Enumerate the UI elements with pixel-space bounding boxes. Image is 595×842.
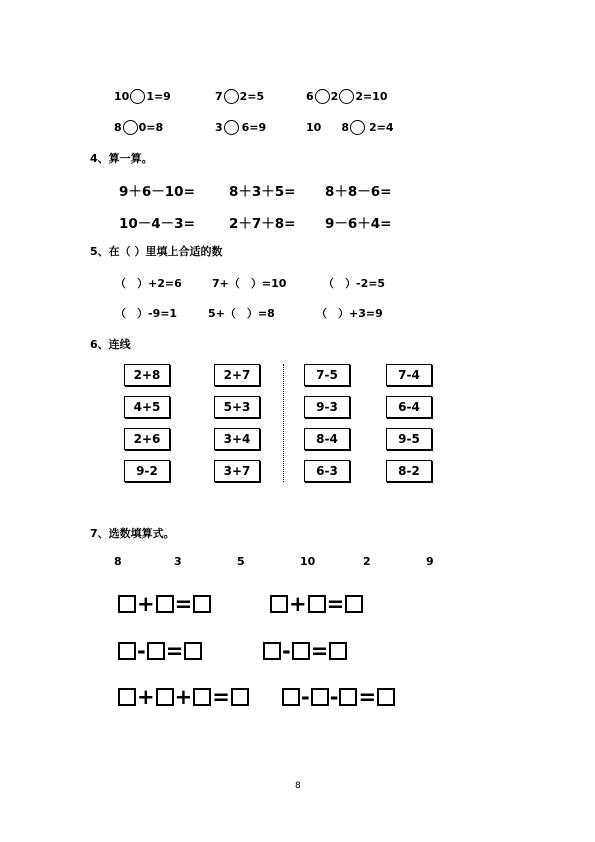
fill-blank-problem: 7+（ ）=10 xyxy=(212,277,287,290)
answer-box[interactable] xyxy=(118,642,136,660)
answer-box[interactable] xyxy=(118,688,136,706)
circle-equation: 7 2=5 xyxy=(215,90,265,103)
circle-equation: 10 1=9 xyxy=(114,90,171,103)
match-box[interactable]: 4+5 xyxy=(124,396,170,418)
match-box[interactable]: 2+7 xyxy=(214,364,260,386)
equation-template: - - = xyxy=(282,687,395,707)
calc-problem: 9＋6－10= xyxy=(119,184,195,200)
fill-blank-problem: （ ）+2=6 xyxy=(115,277,182,290)
answer-box[interactable] xyxy=(282,688,300,706)
calc-problem: 2＋7＋8= xyxy=(229,216,296,232)
answer-box[interactable] xyxy=(193,688,211,706)
answer-box[interactable] xyxy=(270,595,288,613)
calc-problem: 8＋3＋5= xyxy=(229,184,296,200)
answer-box[interactable] xyxy=(377,688,395,706)
answer-box[interactable] xyxy=(156,595,174,613)
answer-box[interactable] xyxy=(339,688,357,706)
answer-circle[interactable] xyxy=(315,89,330,104)
section-title: 6、连线 xyxy=(90,338,131,351)
equation-template: + = xyxy=(118,594,211,614)
answer-box[interactable] xyxy=(147,642,165,660)
answer-box[interactable] xyxy=(118,595,136,613)
answer-circle[interactable] xyxy=(224,120,239,135)
match-box[interactable]: 6-3 xyxy=(304,460,350,482)
answer-box[interactable] xyxy=(345,595,363,613)
match-box[interactable]: 9-5 xyxy=(386,428,432,450)
section-title: 4、算一算。 xyxy=(90,152,153,165)
answer-box[interactable] xyxy=(263,642,281,660)
calc-problem: 10－4－3= xyxy=(119,216,195,232)
answer-circle[interactable] xyxy=(339,89,354,104)
choice-number: 3 xyxy=(174,555,182,568)
fill-blank-problem: （ ）-2=5 xyxy=(323,277,386,290)
fill-blank-problem: 5+（ ）=8 xyxy=(208,307,275,320)
choice-number: 9 xyxy=(426,555,434,568)
circle-equation: 8 0=8 xyxy=(114,121,164,134)
match-box[interactable]: 2+8 xyxy=(124,364,170,386)
match-box[interactable]: 7-4 xyxy=(386,364,432,386)
answer-box[interactable] xyxy=(308,595,326,613)
dotted-divider xyxy=(283,364,284,482)
match-box[interactable]: 7-5 xyxy=(304,364,350,386)
calc-problem: 8＋8－6= xyxy=(325,184,392,200)
match-box[interactable]: 3+4 xyxy=(214,428,260,450)
match-box[interactable]: 3+7 xyxy=(214,460,260,482)
match-box[interactable]: 2+6 xyxy=(124,428,170,450)
answer-box[interactable] xyxy=(156,688,174,706)
circle-equation: 10 8 2=4 xyxy=(306,121,394,134)
calc-problem: 9－6＋4= xyxy=(325,216,392,232)
circle-equation: 6 2 2=10 xyxy=(306,90,388,103)
choice-number: 5 xyxy=(237,555,245,568)
match-box[interactable]: 8-2 xyxy=(386,460,432,482)
answer-circle[interactable] xyxy=(130,89,145,104)
page-number: 8 xyxy=(295,781,301,791)
fill-blank-problem: （ ）+3=9 xyxy=(316,307,383,320)
equation-template: - = xyxy=(118,641,202,661)
choice-number: 8 xyxy=(114,555,122,568)
choice-number: 2 xyxy=(363,555,371,568)
equation-template: + = xyxy=(270,594,363,614)
equation-template: - = xyxy=(263,641,347,661)
answer-circle[interactable] xyxy=(224,89,239,104)
fill-blank-problem: （ ）-9=1 xyxy=(115,307,178,320)
answer-circle[interactable] xyxy=(350,120,365,135)
answer-box[interactable] xyxy=(311,688,329,706)
match-box[interactable]: 9-2 xyxy=(124,460,170,482)
answer-box[interactable] xyxy=(231,688,249,706)
equation-template: + + = xyxy=(118,687,249,707)
match-box[interactable]: 5+3 xyxy=(214,396,260,418)
answer-box[interactable] xyxy=(193,595,211,613)
answer-box[interactable] xyxy=(292,642,310,660)
answer-box[interactable] xyxy=(329,642,347,660)
section-title: 7、选数填算式。 xyxy=(90,527,175,540)
match-box[interactable]: 9-3 xyxy=(304,396,350,418)
circle-equation: 3 6=9 xyxy=(215,121,267,134)
section-title: 5、在（ ）里填上合适的数 xyxy=(90,245,223,258)
answer-box[interactable] xyxy=(184,642,202,660)
answer-circle[interactable] xyxy=(123,120,138,135)
match-box[interactable]: 8-4 xyxy=(304,428,350,450)
choice-number: 10 xyxy=(300,555,316,568)
match-box[interactable]: 6-4 xyxy=(386,396,432,418)
